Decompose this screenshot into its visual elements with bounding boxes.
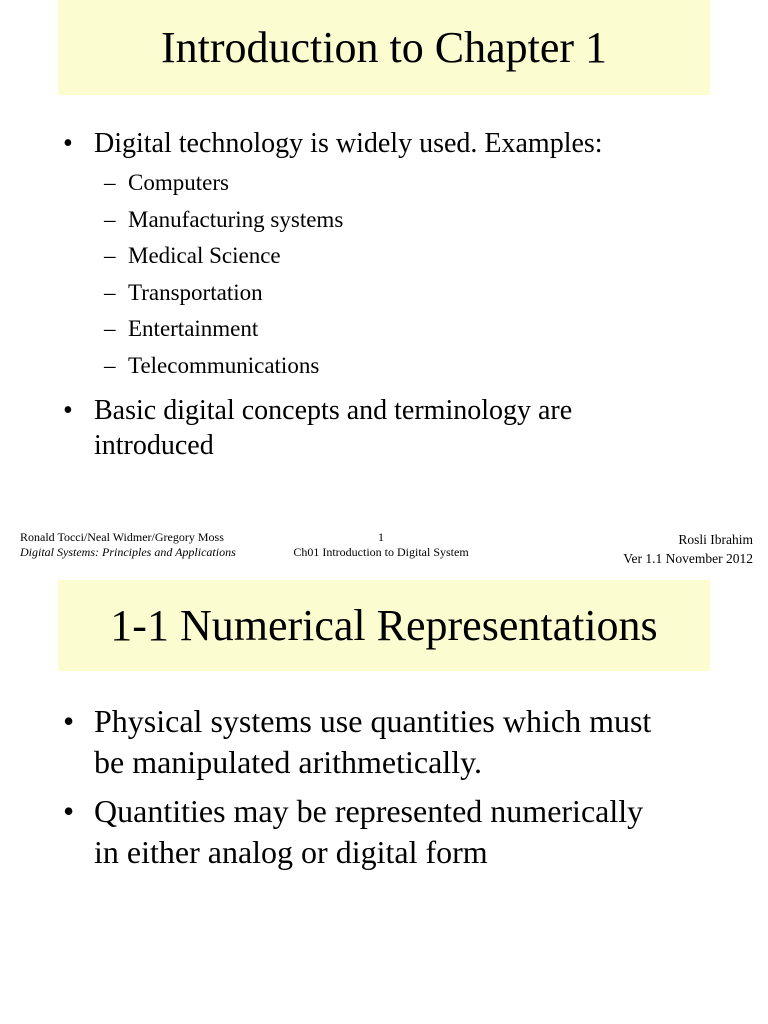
bullet-text-line: introduced (94, 429, 214, 461)
bullet-item (63, 791, 713, 873)
slide2-bullet-list (63, 701, 713, 873)
slide1-title: Introduction to Chapter 1 (58, 0, 710, 95)
bullet-text-line: • Basic digital concepts and terminology are (94, 394, 573, 426)
footer-page-number: 1 (378, 530, 384, 544)
bullet-item (63, 393, 713, 463)
slide2-title: 1-1 Numerical Representations (58, 580, 710, 671)
example-item: – Transportation (104, 275, 713, 312)
footer-authors: Ronald Tocci/Neal Widmer/Gregory Moss (20, 530, 224, 544)
bullet-text-line: in either analog or digital form (94, 834, 488, 870)
example-item: – Manufacturing systems (104, 202, 713, 239)
example-item: – Computers (104, 165, 713, 202)
footer-left (20, 530, 236, 560)
example-item: – Telecommunications (104, 348, 713, 385)
footer-right (623, 530, 753, 568)
footer-chapter: Ch01 Introduction to Digital System (293, 545, 469, 559)
footer-version: Ver 1.1 November 2012 (623, 551, 753, 566)
footer-presenter: Rosli Ibrahim (678, 532, 753, 547)
bullet-item (63, 701, 713, 783)
bullet-text-line: • Quantities may be represented numerically (94, 793, 644, 829)
footer-center (288, 530, 474, 560)
bullet-text-line: • Physical systems use quantities which must (94, 703, 652, 739)
example-item: – Entertainment (104, 311, 713, 348)
bullet-item (63, 126, 713, 385)
bullet-text-line: be manipulated arithmetically. (94, 744, 482, 780)
slide-footer (0, 528, 768, 568)
bullet-text: Digital technology is widely used. Examples: (94, 128, 603, 159)
example-item: – Medical Science (104, 238, 713, 275)
footer-book-title: Digital Systems: Principles and Applications (20, 545, 236, 559)
examples-list (104, 165, 713, 385)
slide1-bullet-list (63, 126, 713, 463)
